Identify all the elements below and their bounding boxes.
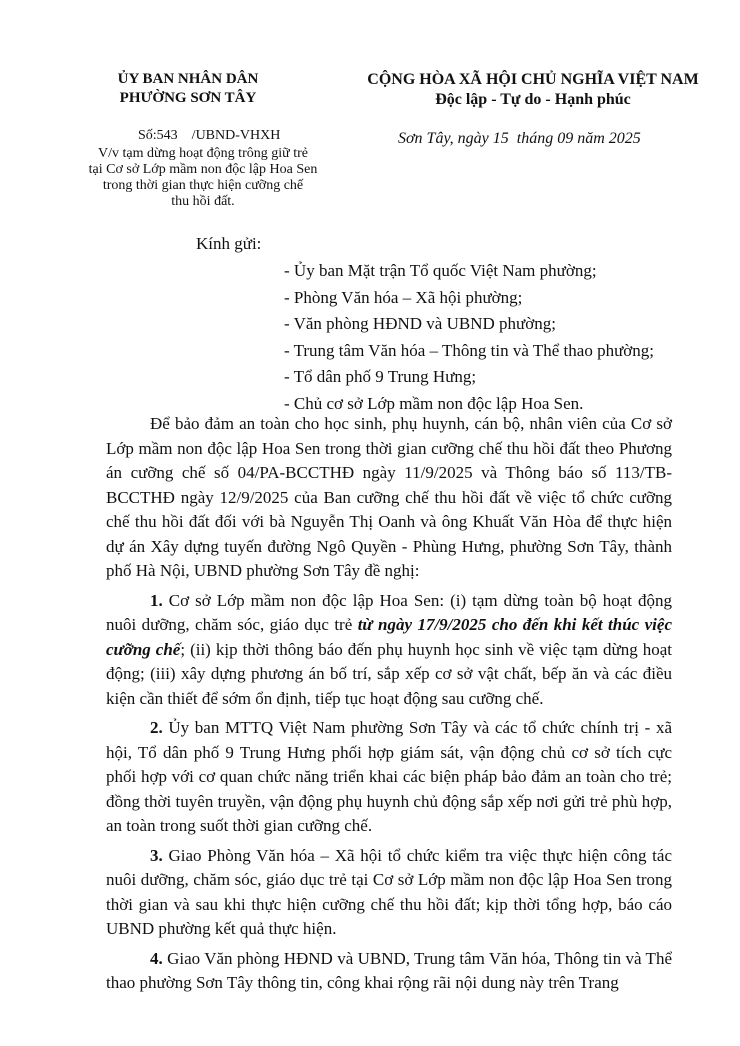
item-4-paragraph: 4. Giao Văn phòng HĐND và UBND, Trung tâm Văn hóa, Thông tin và Thể thao phường Sơn Tây thông tin, công khai rộng rãi nội dung này trên Trang xyxy=(106,948,672,992)
salutation: Kính gửi: xyxy=(196,234,262,253)
document-subject xyxy=(70,146,336,210)
subject-line: V/v tạm dừng hoạt động trông giữ trẻ xyxy=(98,146,308,161)
recipient-list xyxy=(284,258,654,417)
item-3-paragraph: 3. Giao Phòng Văn hóa – Xã hội tổ chức kiểm tra việc thực hiện công tác nuôi dưỡng, chăm sóc, giáo dục trẻ tại Cơ sở Lớp mầm non độc lập Hoa Sen trong thời gian và sau khi thực hiện cưỡng chế thu hồi đất; kịp thời tổng hợp, báo cáo UBND phường kết quả thực hiện. xyxy=(106,845,672,938)
item-2-paragraph: 2. Ủy ban MTTQ Việt Nam phường Sơn Tây và các tổ chức chính trị - xã hội, Tổ dân phố 9 Trung Hưng phối hợp giám sát, vận động chủ cơ sở tích cực phối hợp với cơ quan chức năng triển khai các biện pháp bảo đảm an toàn cho trẻ; đồng thời tuyên truyền, vận động phụ huynh chủ động sắp xếp nơi gửi trẻ phù hợp, an toàn trong suốt thời gian cưỡng chế. xyxy=(106,718,672,835)
document-number: Số:543 /UBND-VHXH xyxy=(138,128,281,143)
item-number: 1. xyxy=(150,590,163,610)
recipient-item: - Văn phòng HĐND và UBND phường; xyxy=(284,314,556,333)
issue-date: Sơn Tây, ngày 15 tháng 09 năm 2025 xyxy=(398,130,641,147)
item-number: 3. xyxy=(150,845,163,865)
item-number: 4. xyxy=(150,948,163,968)
recipient-item: - Trung tâm Văn hóa – Thông tin và Thể thao phường; xyxy=(284,340,654,360)
issuing-agency xyxy=(88,70,288,108)
subject-line: trong thời gian thực hiện cưỡng chế xyxy=(102,178,304,193)
national-motto: Độc lập - Tự do - Hạnh phúc xyxy=(435,91,631,108)
recipient-item: - Tổ dân phố 9 Trung Hưng; xyxy=(284,367,477,386)
recipient-item: - Chủ cơ sở Lớp mầm non độc lập Hoa Sen. xyxy=(284,393,584,413)
recipient-item: - Phòng Văn hóa – Xã hội phường; xyxy=(284,287,523,307)
agency-line-1: ỦY BAN NHÂN DÂN xyxy=(117,71,259,87)
nation-name: CỘNG HÒA XÃ HỘI CHỦ NGHĨA VIỆT NAM xyxy=(367,71,699,88)
intro-paragraph: Để bảo đảm an toàn cho học sinh, phụ huynh, cán bộ, nhân viên của Cơ sở Lớp mầm non độc lập Hoa Sen trong thời gian cưỡng chế thu hồi đất theo Phương án cưỡng chế số 04/PA-BCCTHĐ ngày 11/9/2025 và Thông báo số 113/TB-BCCTHĐ ngày 12/9/2025 của Ban cưỡng chế thu hồi đất về việc tổ chức cưỡng chế thu hồi đất đối với bà Nguyễn Thị Oanh và ông Khuất Văn Hòa để thực hiện dự án Xây dựng tuyến đường Ngô Quyền - Phùng Hưng, phường Sơn Tây, thành phố Hà Nội, UBND phường Sơn Tây đề nghị: xyxy=(106,414,672,580)
subject-line: thu hồi đất. xyxy=(171,194,235,209)
item-1-paragraph: 1. Cơ sở Lớp mầm non độc lập Hoa Sen: (i) tạm dừng toàn bộ hoạt động nuôi dưỡng, chăm sóc, giáo dục trẻ từ ngày 17/9/2025 cho đến khi kết thúc việc cưỡng chế; (ii) kịp thời thông báo đến phụ huynh học sinh về việc tạm dừng hoạt động; (iii) xây dựng phương án bố trí, sắp xếp cơ sở vật chất, bếp ăn và các điều kiện cần thiết để sớm ổn định, tiếp tục hoạt động sau cưỡng chế. xyxy=(106,590,672,708)
recipient-item: - Ủy ban Mặt trận Tổ quốc Việt Nam phường; xyxy=(284,261,597,280)
agency-line-2: PHƯỜNG SƠN TÂY xyxy=(119,90,257,106)
national-heading xyxy=(360,70,706,110)
subject-line: tại Cơ sở Lớp mầm non độc lập Hoa Sen xyxy=(88,162,318,177)
item-number: 2. xyxy=(150,718,163,737)
document-body xyxy=(106,412,672,1001)
emphasized-period: từ ngày 17/9/2025 cho đến khi kết thúc việc cưỡng chế xyxy=(106,615,672,659)
